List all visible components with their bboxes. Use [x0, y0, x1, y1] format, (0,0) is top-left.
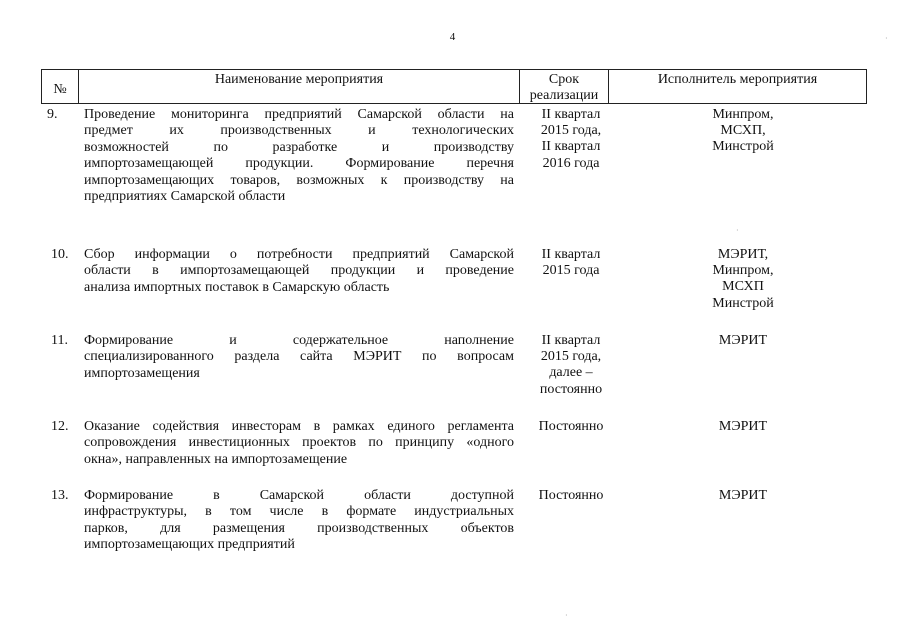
- desc-line: предприятиях Самарской области: [84, 189, 286, 205]
- row-term: [526, 419, 616, 435]
- row-executor: [668, 488, 818, 504]
- term-line: далее –: [549, 365, 593, 381]
- row-description: [84, 419, 514, 468]
- header-top-border: [41, 69, 867, 70]
- term-line: 2015 года,: [540, 123, 602, 139]
- row-description: [84, 488, 514, 554]
- term-line: Постоянно: [538, 488, 604, 503]
- row-executor: [668, 419, 818, 435]
- desc-line: предмет их производственных и технологических: [84, 123, 514, 139]
- desc-line: импортозамещающих товаров, возможных к производству на: [84, 172, 514, 188]
- exec-line: Минпром,: [712, 263, 774, 279]
- row-executor: [668, 107, 818, 156]
- desc-line: Оказание содействия инвесторам в рамках единого регламента: [84, 419, 514, 434]
- exec-line: МСХП,: [720, 123, 766, 139]
- term-line: 2015 года,: [540, 349, 602, 365]
- header-name: Наименование мероприятия: [214, 72, 384, 87]
- term-line: постоянно: [539, 381, 603, 397]
- header-executor: Исполнитель мероприятия: [657, 72, 818, 87]
- exec-line: МЭРИТ: [718, 333, 768, 348]
- header-term-line1: Срок: [548, 72, 580, 87]
- row-number: 11.: [51, 333, 68, 348]
- term-line: Постоянно: [538, 419, 604, 434]
- desc-line: Формирование и содержательное наполнение: [84, 333, 514, 348]
- row-number: 12.: [51, 419, 69, 434]
- header-right-border: [866, 69, 867, 104]
- row-executor: [668, 247, 818, 312]
- row-executor: [668, 333, 818, 349]
- term-line: 2015 года: [542, 263, 600, 279]
- exec-line: МЭРИТ,: [717, 247, 769, 262]
- desc-line: сопровождения инвестиционных проектов по принципу «одного: [84, 435, 514, 451]
- desc-line: Проведение мониторинга предприятий Самарской области на: [84, 107, 514, 122]
- row-number: 10.: [51, 247, 69, 262]
- exec-line: Минстрой: [712, 139, 774, 155]
- row-term: [526, 107, 616, 172]
- desc-line: Формирование в Самарской области доступной: [84, 488, 514, 503]
- term-line: II квартал: [541, 139, 601, 155]
- row-description: [84, 247, 514, 296]
- term-line: II квартал: [541, 333, 601, 348]
- exec-line: Минстрой: [712, 295, 774, 311]
- row-term: [526, 488, 616, 504]
- desc-line: возможностей по разработке и производству: [84, 139, 514, 155]
- term-line: II квартал: [541, 247, 601, 262]
- header-term-line2: реализации: [529, 88, 599, 103]
- row-number: 9.: [47, 107, 58, 122]
- exec-line: МЭРИТ: [718, 419, 768, 434]
- term-line: II квартал: [541, 107, 601, 122]
- desc-line: окна», направленных на импортозамещение: [84, 451, 348, 467]
- row-term: [526, 247, 616, 279]
- header-num: №: [53, 82, 67, 97]
- page-number: 4: [449, 31, 456, 43]
- term-line: 2016 года: [542, 155, 600, 171]
- desc-line: импортозамещения: [84, 365, 200, 381]
- desc-line: области в импортозамещающей продукции и проведение: [84, 263, 514, 279]
- row-term: [526, 333, 616, 398]
- desc-line: импортозамещающей продукции. Формирование перечня: [84, 156, 514, 172]
- desc-line: импортозамещающих предприятий: [84, 537, 295, 553]
- desc-line: анализа импортных поставок в Самарскую область: [84, 279, 390, 295]
- row-description: [84, 333, 514, 382]
- exec-line: Минпром,: [712, 107, 774, 122]
- exec-line: МЭРИТ: [718, 488, 768, 503]
- scan-speck: ·: [565, 611, 568, 620]
- desc-line: парков, для размещения производственных объектов: [84, 520, 514, 536]
- row-number: 13.: [51, 488, 69, 503]
- desc-line: Сбор информации о потребности предприятий Самарской: [84, 247, 514, 262]
- desc-line: инфраструктуры, в том числе в формате индустриальных: [84, 504, 514, 520]
- header-bottom-border: [41, 103, 867, 104]
- row-description: [84, 107, 514, 205]
- desc-line: специализированного раздела сайта МЭРИТ по вопросам: [84, 349, 514, 365]
- scan-speck: ·: [736, 226, 739, 235]
- exec-line: МСХП: [722, 279, 764, 295]
- scan-speck: ·: [885, 34, 888, 43]
